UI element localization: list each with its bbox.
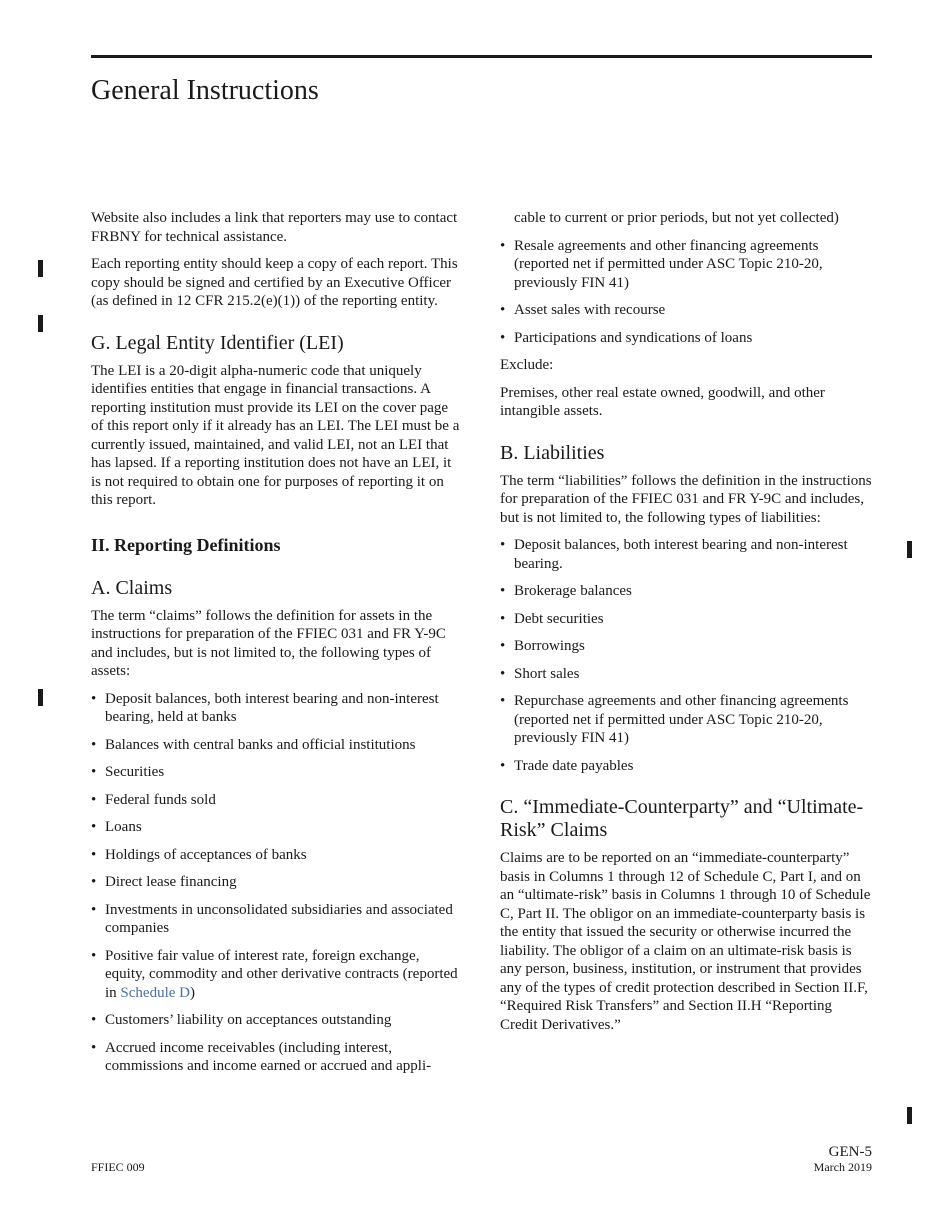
list-item: • Loans: [91, 818, 463, 837]
change-bar: [907, 541, 912, 558]
top-rule: [91, 55, 872, 58]
list-item: • Borrowings: [500, 637, 872, 656]
paragraph-liabilities: The term “liabilities” follows the definition in the instructions for preparation of the FFIEC 031 and FR Y-9C and includes, but is not limited to, the following types of liabilities:: [500, 472, 872, 526]
paragraph-website: Website also includes a link that reporters may use to contact FRBNY for technical assistance.: [91, 210, 458, 245]
change-bar: [907, 1107, 912, 1124]
claims-list: [91, 690, 463, 1076]
heading-immediate-counterparty: C. “Immediate-Counterparty” and “Ultimate-Risk” Claims: [500, 796, 864, 841]
paragraph-exclude: Premises, other real estate owned, goodwill, and other intangible assets.: [500, 384, 825, 419]
list-item: • Securities: [91, 763, 463, 782]
paragraph-immediate-counterparty: Claims are to be reported on an “immediate-counterparty” basis in Columns 1 through 12 of Schedule C, Part I, and on an “ultimate-risk” basis in Columns 1 through 10 of Schedule C, Part II. The obligor on an immediate-counterparty basis is the entity that issued the security or otherwise incurred the liability. The obligor of a claim on an ultimate-risk basis is any person, business, institution, or instrument that provides any of the types of credit protection described in Section II.F, “Required Risk Transfers” and Section II.H “Reporting Credit Derivatives.”: [500, 850, 871, 1033]
list-item: • Brokerage balances: [500, 582, 872, 601]
change-bar: [38, 315, 43, 332]
paragraph-claims: The term “claims” follows the definition for assets in the instructions for preparation of the FFIEC 031 and FR Y-9C and includes, but is not limited to, the following types of assets:: [91, 607, 446, 679]
derivatives-text: Positive fair value of interest rate, foreign exchange, equity, commodity and other derivative contracts (reported in: [105, 947, 458, 1001]
claims-list-continued: [500, 237, 872, 348]
list-item: • Trade date payables: [500, 757, 872, 776]
left-column: [91, 209, 463, 1085]
change-bar: [38, 260, 43, 277]
heading-lei: G. Legal Entity Identifier (LEI): [91, 331, 344, 354]
list-item: • Accrued income receivables (including interest, commissions and income earned or accrued and appli-: [91, 1039, 463, 1076]
list-item: • Debt securities: [500, 610, 872, 629]
derivatives-text-end: ): [190, 984, 195, 1001]
footer-form-id: FFIEC 009: [91, 1160, 145, 1174]
list-item-derivatives: [91, 947, 463, 1003]
list-item: • Federal funds sold: [91, 791, 463, 810]
list-item: • Resale agreements and other financing agreements (reported net if permitted under ASC Topic 210-20, previously FIN 41): [500, 237, 872, 293]
list-item: • Participations and syndications of loans: [500, 329, 872, 348]
list-item: • Deposit balances, both interest bearing and non-interest bearing, held at banks: [91, 690, 463, 727]
list-item: • Customers’ liability on acceptances outstanding: [91, 1011, 463, 1030]
list-item: • Balances with central banks and official institutions: [91, 736, 463, 755]
schedule-d-link[interactable]: Schedule D: [120, 984, 190, 1001]
change-bar: [38, 689, 43, 706]
paragraph-report-copy: Each reporting entity should keep a copy of each report. This copy should be signed and certified by an Executive Officer (as defined in 12 CFR 215.2(e)(1)) of the reporting entity.: [91, 256, 458, 309]
page-number: GEN-5: [828, 1144, 872, 1160]
list-item: • Deposit balances, both interest bearing and non-interest bearing.: [500, 536, 872, 573]
liabilities-list: [500, 536, 872, 775]
list-item: • Short sales: [500, 665, 872, 684]
heading-liabilities: B. Liabilities: [500, 441, 605, 464]
footer-date: March 2019: [813, 1160, 872, 1174]
right-column: [500, 209, 872, 1034]
continued-list-text: cable to current or prior periods, but not yet collected): [514, 210, 839, 226]
heading-claims: A. Claims: [91, 576, 173, 599]
list-item: • Asset sales with recourse: [500, 301, 872, 320]
list-item: • Investments in unconsolidated subsidiaries and associated companies: [91, 901, 463, 938]
page-title: General Instructions: [91, 75, 319, 106]
heading-reporting-definitions: II. Reporting Definitions: [91, 534, 281, 555]
list-item: • Direct lease financing: [91, 873, 463, 892]
paragraph-lei: The LEI is a 20-digit alpha-numeric code that uniquely identifies entities that engage in financial transactions. A reporting institution must provide its LEI on the cover page of this report only if it already has an LEI. The LEI must be a currently issued, maintained, and valid LEI, not an LEI that has lapsed. If a reporting institution does not have an LEI, it is not required to obtain one for purposes of reporting it on this report.: [91, 362, 460, 508]
list-item: • Repurchase agreements and other financing agreements (reported net if permitted under ASC Topic 210-20, previously FIN 41): [500, 692, 872, 748]
list-item: • Holdings of acceptances of banks: [91, 846, 463, 865]
exclude-label: Exclude:: [500, 357, 554, 373]
